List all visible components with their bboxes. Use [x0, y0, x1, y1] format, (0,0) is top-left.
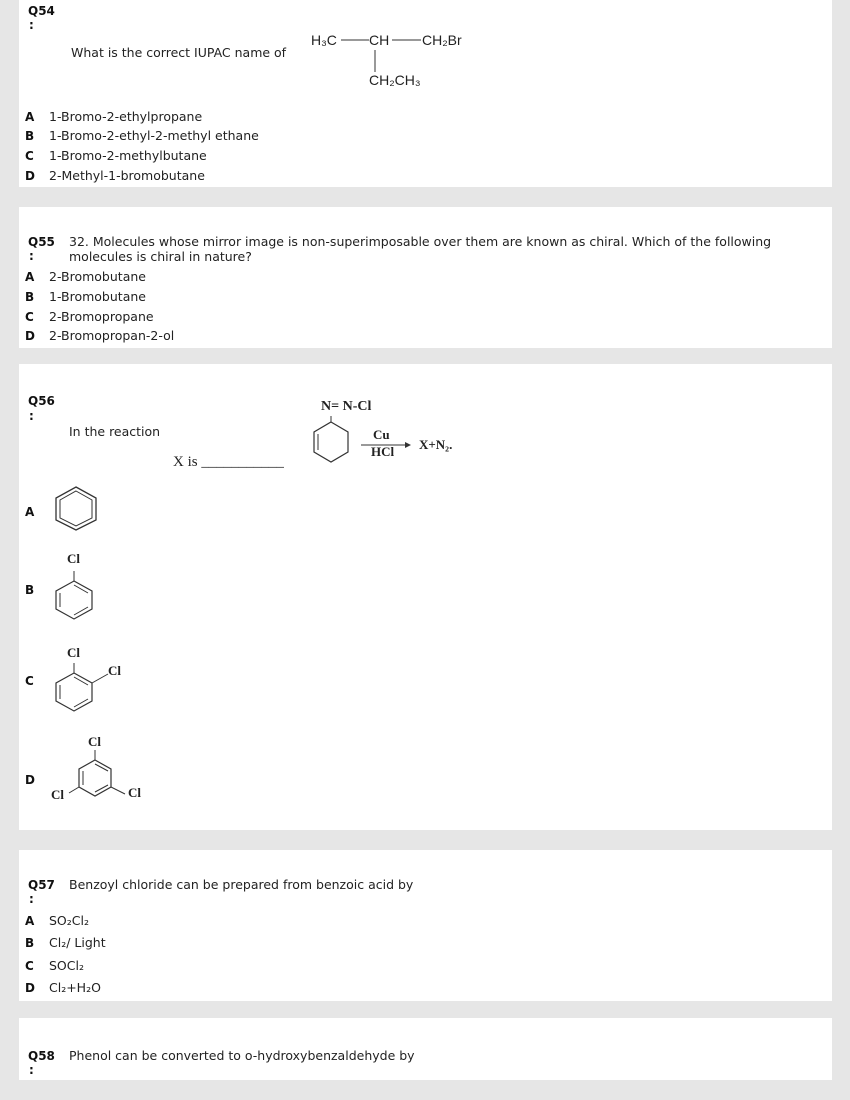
option-text: 1-Bromo-2-ethyl-2-methyl ethane: [49, 128, 259, 143]
option-text: 1-Bromo-2-ethylpropane: [49, 109, 203, 124]
option-text: 2-Methyl-1-bromobutane: [49, 168, 205, 183]
option-letter: B: [25, 936, 35, 950]
question-colon: :: [29, 409, 34, 423]
question-text-line1: 32. Molecules whose mirror image is non-superimposable over them are known as chiral. Which of the following: [69, 234, 772, 249]
option-letter: A: [25, 914, 35, 928]
option-letter: C: [25, 149, 34, 163]
question-card-q57: [19, 850, 832, 1001]
option-text: Cl₂+H₂O: [49, 980, 101, 995]
benzene-ring-icon: [311, 420, 351, 464]
option-letter: A: [25, 505, 35, 519]
option-letter: D: [25, 773, 35, 787]
chloro-label: Cl: [67, 551, 80, 566]
formula-branch-group: CH₂CH₃: [369, 72, 421, 88]
option-text: 2-Bromopropane: [49, 309, 154, 324]
formula-bonds: [19, 0, 20, 1]
option-text: 1-Bromo-2-methylbutane: [49, 148, 207, 163]
question-number: Q55: [28, 235, 55, 249]
benzene-structure-icon: [52, 484, 100, 532]
question-number: Q57: [28, 878, 55, 892]
x-is-blank: X is ___________: [173, 454, 284, 470]
chloro-label: Cl: [88, 734, 101, 749]
option-text: SO₂Cl₂: [49, 913, 89, 928]
question-card-q58: [19, 1018, 832, 1080]
question-colon: :: [29, 18, 34, 32]
option-letter: C: [25, 674, 34, 688]
question-number: Q56: [28, 394, 55, 408]
chloro-label: Cl: [128, 785, 141, 800]
question-text: Benzoyl chloride can be prepared from benzoic acid by: [69, 877, 414, 892]
option-text: 2-Bromopropan-2-ol: [49, 328, 175, 343]
option-letter: C: [25, 959, 34, 973]
chlorobenzene-structure-icon: [52, 569, 96, 621]
option-text: 1-Bromobutane: [49, 289, 146, 304]
option-letter: A: [25, 270, 35, 284]
option-text: SOCl₂: [49, 958, 84, 973]
option-letter: B: [25, 129, 35, 143]
question-text: Phenol can be converted to o-hydroxybenzaldehyde by: [69, 1048, 415, 1063]
question-number: Q58: [28, 1049, 55, 1063]
question-text-line2: molecules is chiral in nature?: [69, 249, 252, 264]
formula-left-group: H₃C: [311, 32, 337, 48]
formula-right-group: CH₂Br: [422, 32, 462, 48]
question-text: What is the correct IUPAC name of: [71, 45, 287, 60]
option-letter: D: [25, 329, 35, 343]
reagent-top: Cu: [373, 427, 390, 442]
question-card-q55: [19, 207, 832, 348]
option-letter: B: [25, 583, 35, 597]
diazonium-substituent: N= N-Cl: [321, 399, 372, 414]
chloro-label: Cl: [67, 645, 80, 660]
reaction-product: X+N₂.: [419, 437, 453, 452]
question-card-q54: [19, 0, 832, 187]
option-letter: D: [25, 169, 35, 183]
option-letter: C: [25, 310, 34, 324]
question-colon: :: [29, 249, 34, 263]
option-text: Cl₂/ Light: [49, 935, 106, 950]
question-colon: :: [29, 892, 34, 906]
formula-center-group: CH: [369, 32, 390, 48]
question-card-q56: [19, 364, 832, 830]
trichlorobenzene-structure-icon: [65, 750, 131, 802]
option-letter: D: [25, 981, 35, 995]
option-letter: A: [25, 110, 35, 124]
question-number: Q54: [28, 4, 55, 18]
chloro-label: Cl: [51, 787, 64, 802]
reagent-bottom: HCl: [371, 444, 395, 459]
chloro-label: Cl: [108, 663, 121, 678]
option-letter: B: [25, 290, 35, 304]
dichlorobenzene-structure-icon: [52, 661, 116, 716]
question-text: In the reaction: [69, 424, 161, 439]
question-colon: :: [29, 1063, 34, 1077]
option-text: 2-Bromobutane: [49, 269, 146, 284]
